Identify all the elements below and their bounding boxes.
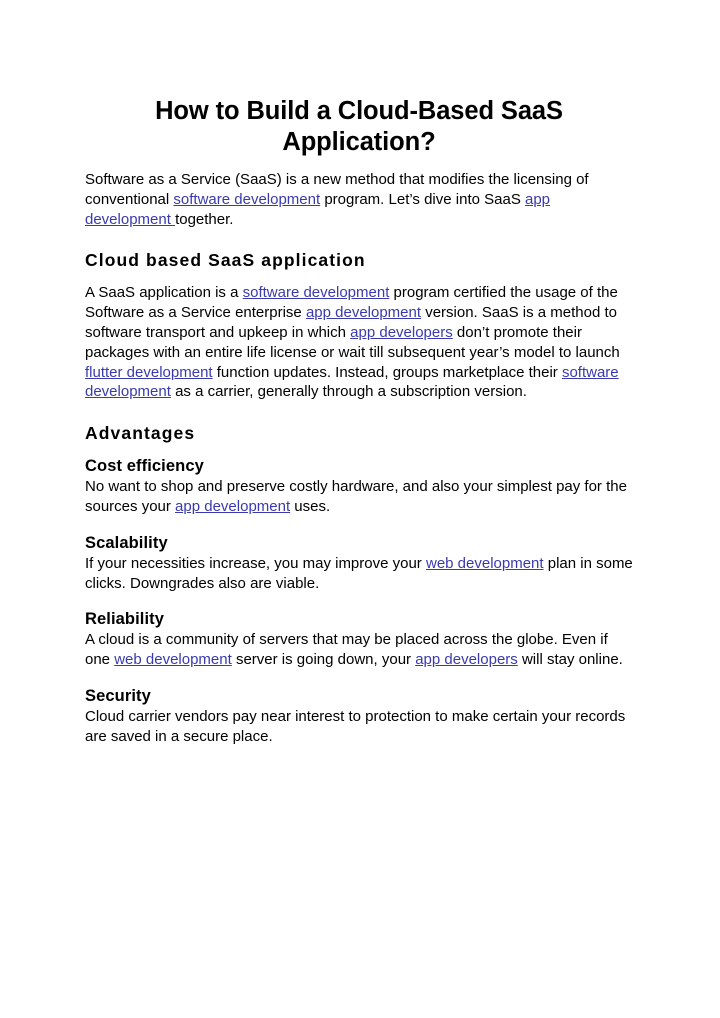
advantage-title: Reliability bbox=[85, 610, 165, 629]
advantage-text-2: plan in some clicks. Downgrades also are viable. bbox=[85, 554, 633, 592]
advantage-text-1: A cloud is a community of servers that may be placed across the globe. Even if one bbox=[85, 631, 608, 669]
page-title: How to Build a Cloud-Based SaaS Application? bbox=[155, 97, 563, 156]
advantage-paragraph bbox=[85, 707, 633, 747]
advantage-text-2: uses. bbox=[290, 497, 331, 515]
link-software-development[interactable]: software development bbox=[173, 190, 321, 208]
intro-text-3: together. bbox=[175, 210, 234, 228]
link-software-development[interactable]: software development bbox=[85, 363, 619, 401]
bullet-item-cost-efficiency bbox=[85, 456, 633, 477]
bullet-item-scalability bbox=[85, 533, 633, 554]
intro-text-1: Software as a Service (SaaS) is a new method that modifies the licensing of conventional bbox=[85, 171, 589, 208]
section-text-3: version. SaaS is a method to software transport and upkeep in which bbox=[85, 304, 617, 341]
link-app-developers[interactable]: app developers bbox=[415, 651, 518, 669]
section-text-1: A SaaS application is a bbox=[85, 284, 243, 302]
advantage-paragraph bbox=[85, 477, 633, 517]
advantage-text-3: will stay online. bbox=[517, 651, 623, 669]
section-text-2: program certified the usage of the Software as a Service enterprise bbox=[85, 284, 618, 322]
intro-paragraph bbox=[85, 170, 633, 229]
link-web-development[interactable]: web development bbox=[425, 554, 544, 572]
section-text-5: function updates. Instead, groups marketplace their bbox=[212, 363, 562, 381]
advantage-text-1: Cloud carrier vendors pay near interest to protection to make certain your records are saved in a secure place. bbox=[85, 707, 626, 745]
section-paragraph-cloud-based bbox=[85, 283, 633, 402]
bullet-item-reliability bbox=[85, 609, 633, 630]
link-app-development[interactable]: app development bbox=[305, 304, 422, 322]
list-item bbox=[85, 533, 633, 594]
link-app-developers[interactable]: app developers bbox=[350, 323, 453, 341]
section-heading-cloud-based-saas-application: Cloud based SaaS application bbox=[85, 250, 366, 271]
bullet-item-security bbox=[85, 686, 633, 707]
advantage-paragraph bbox=[85, 630, 633, 670]
section-heading-advantages: Advantages bbox=[85, 423, 196, 444]
list-item bbox=[85, 456, 633, 517]
list-item bbox=[85, 686, 633, 747]
advantage-title: Cost efficiency bbox=[85, 457, 204, 476]
section-text-4: don’t promote their packages with an entire life license or wait till subsequent year’s model to launch bbox=[85, 323, 620, 361]
advantage-text-1: No want to shop and preserve costly hardware, and also your simplest pay for the sources your bbox=[85, 478, 627, 515]
advantage-title: Security bbox=[85, 686, 151, 705]
advantages-list bbox=[85, 456, 633, 746]
list-item bbox=[85, 609, 633, 670]
intro-text-2: program. Let’s dive into SaaS bbox=[320, 190, 525, 208]
advantage-text-1: If your necessities increase, you may improve your bbox=[85, 554, 426, 572]
advantage-title: Scalability bbox=[85, 533, 168, 552]
link-app-development[interactable]: app development bbox=[85, 190, 551, 228]
document-content bbox=[85, 96, 633, 747]
link-software-development[interactable]: software development bbox=[242, 284, 390, 302]
advantage-paragraph bbox=[85, 554, 633, 594]
link-flutter-development[interactable]: flutter development bbox=[85, 363, 213, 381]
link-app-development[interactable]: app development bbox=[175, 497, 291, 515]
section-text-6: as a carrier, generally through a subscription version. bbox=[170, 383, 527, 401]
advantage-text-2: server is going down, your bbox=[231, 651, 416, 669]
link-web-development[interactable]: web development bbox=[114, 651, 232, 669]
